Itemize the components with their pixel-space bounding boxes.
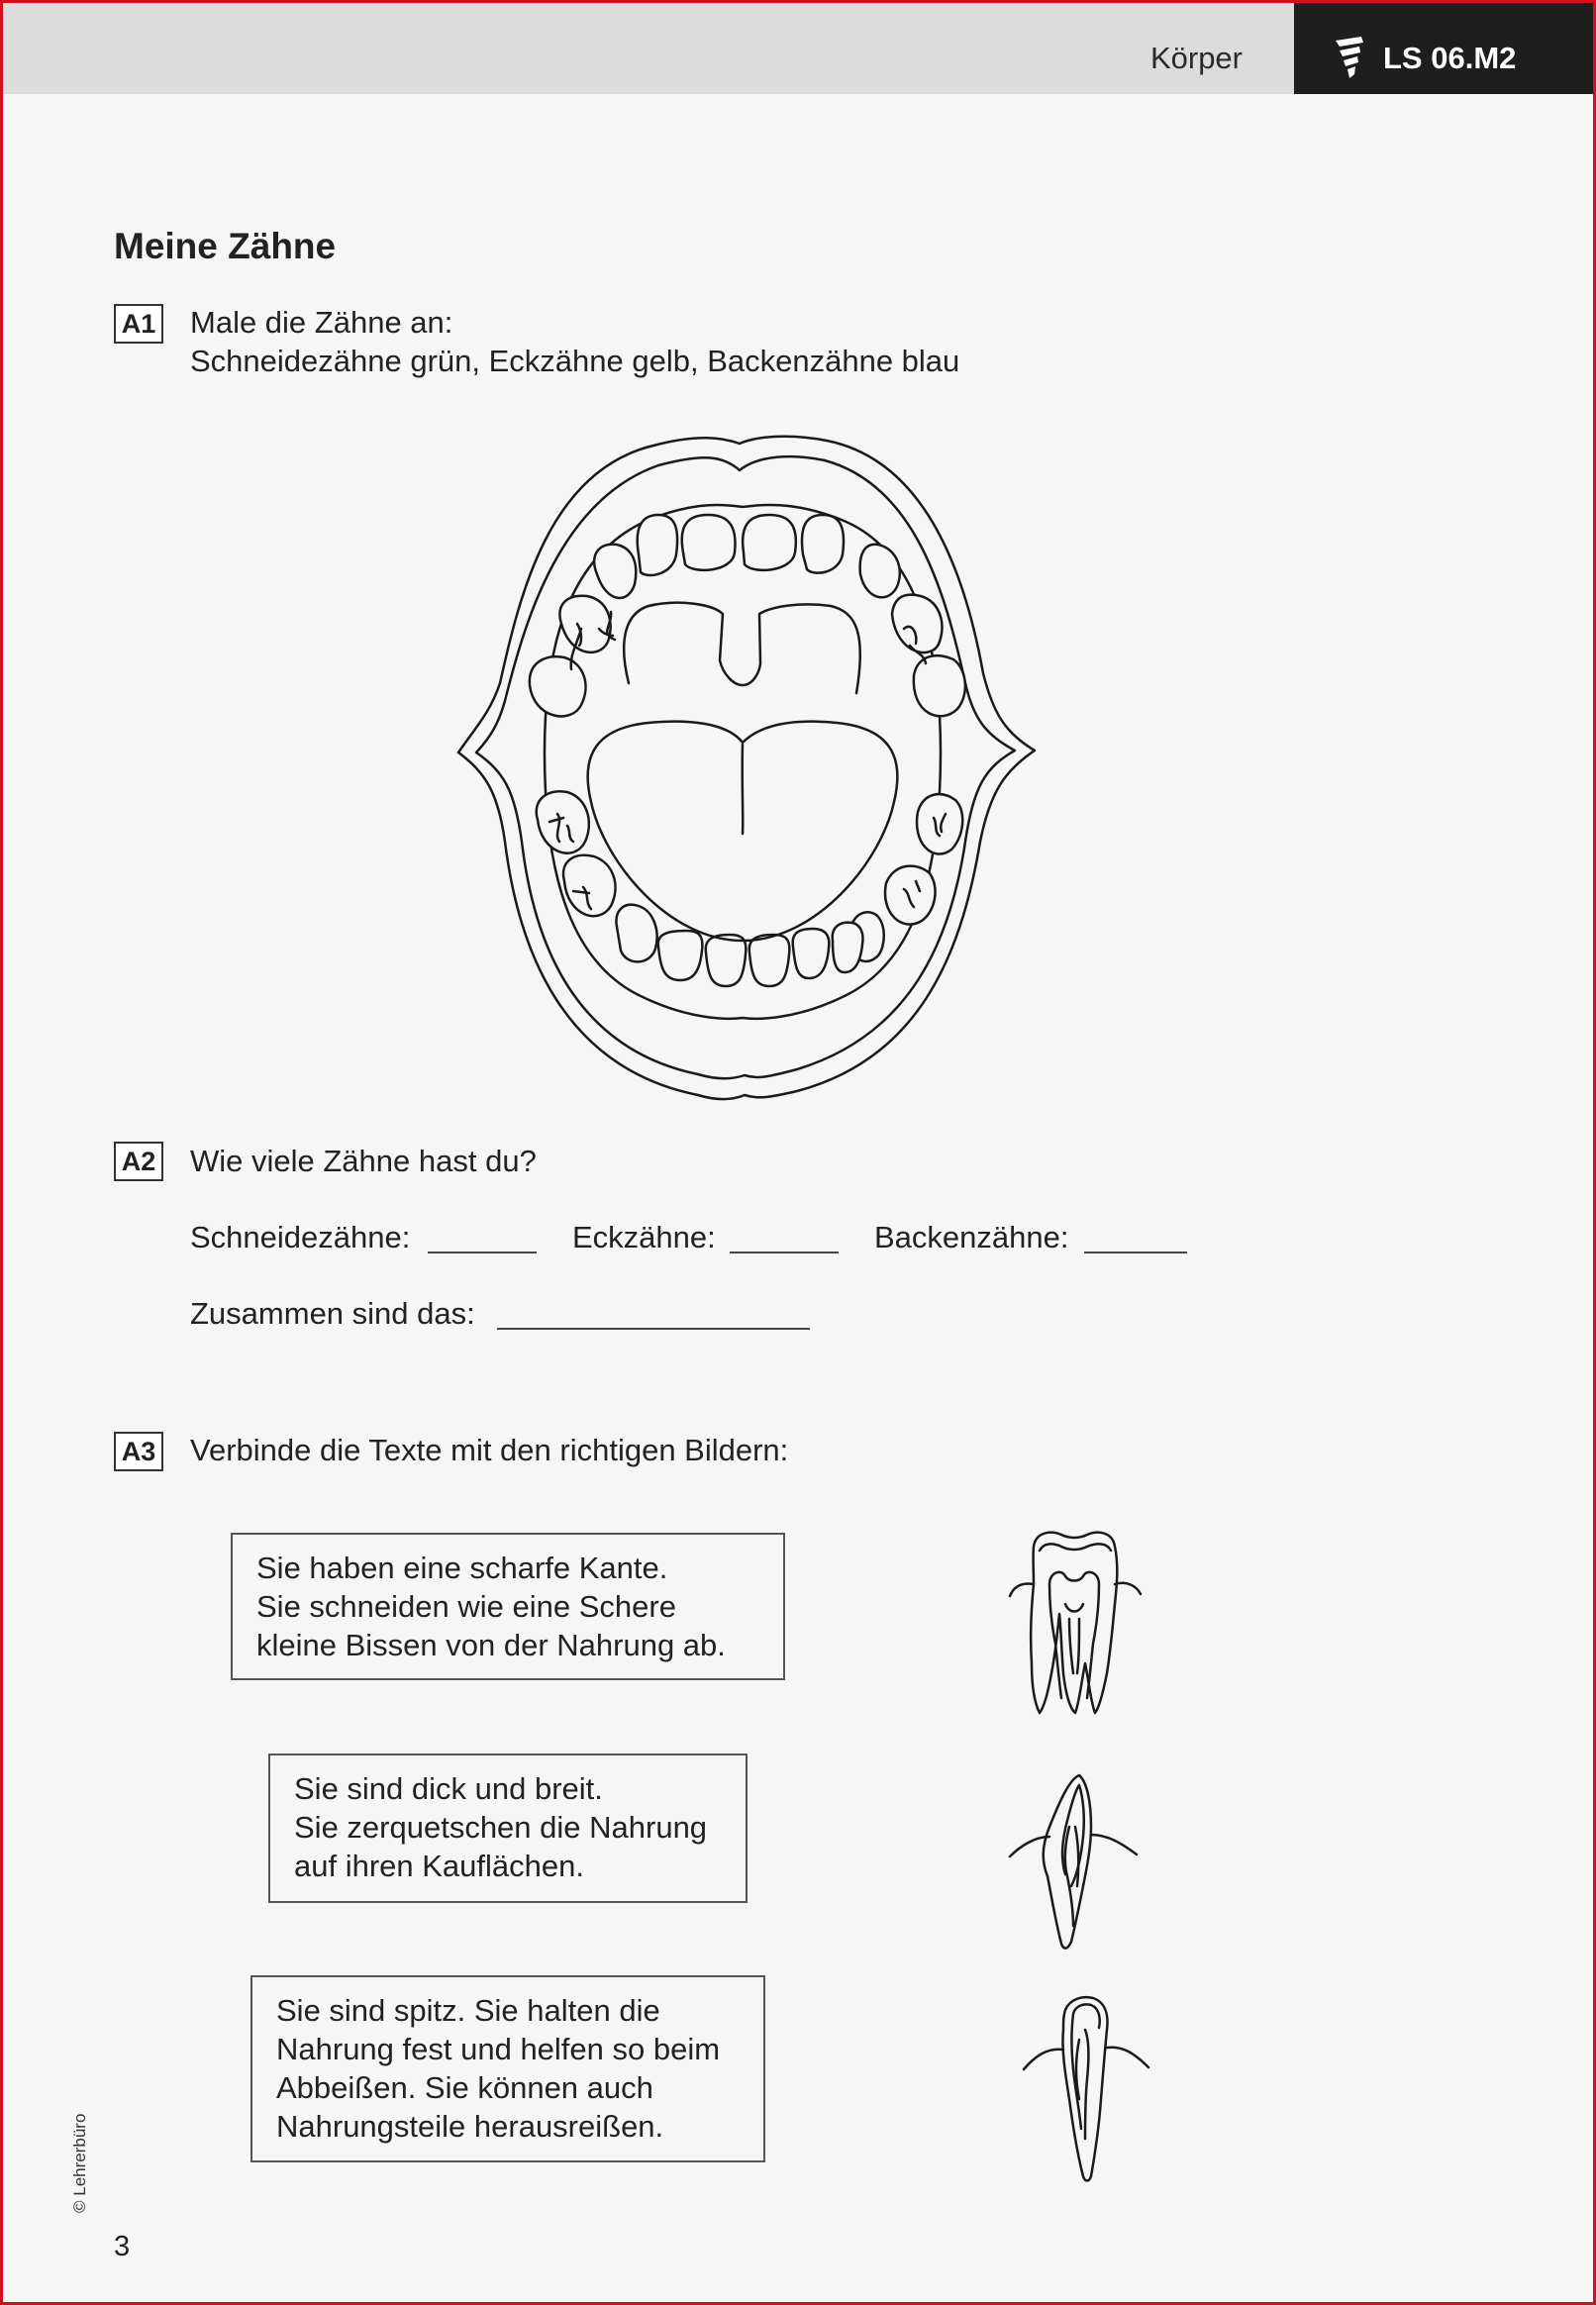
page-title: Meine Zähne [114, 226, 337, 266]
match-box-2-line: Sie sind dick und breit. [294, 1771, 603, 1806]
canines-input[interactable] [730, 1252, 839, 1253]
match-box-1-line: Sie schneiden wie eine Schere [256, 1589, 676, 1624]
match-box-1-line: Sie haben eine scharfe Kante. [256, 1551, 668, 1585]
task-label-a1: A1 [114, 304, 163, 344]
task-a1-line-1: Male die Zähne an: [190, 305, 453, 340]
incisors-input[interactable] [428, 1252, 537, 1253]
match-box-2[interactable] [268, 1754, 748, 1903]
match-box-3-line: Nahrung fest und helfen so beim [276, 2032, 721, 2066]
incisors-label: Schneidezähne: [190, 1220, 411, 1254]
match-box-2-line: Sie zerquetschen die Nahrung [294, 1810, 708, 1845]
copyright: © Lehrerbüro [70, 2113, 89, 2213]
molars-input[interactable] [1084, 1252, 1187, 1253]
header-code: LS 06.M2 [1383, 41, 1517, 75]
task-label-a3: A3 [114, 1432, 163, 1471]
match-box-3-line: Sie sind spitz. Sie halten die [276, 1993, 660, 2028]
header-badge [1294, 3, 1593, 94]
total-label: Zusammen sind das: [190, 1296, 475, 1331]
task-a3-instruction: Verbinde die Texte mit den richtigen Bildern: [190, 1433, 789, 1467]
canine-tooth-icon[interactable] [1010, 1990, 1158, 2188]
molar-tooth-icon[interactable] [1000, 1525, 1148, 1723]
match-box-1-line: kleine Bissen von der Nahrung ab. [256, 1628, 726, 1662]
match-box-3[interactable] [250, 1975, 765, 2162]
header-category: Körper [1149, 41, 1243, 75]
match-box-2-line: auf ihren Kauflächen. [294, 1849, 584, 1883]
drill-icon [1334, 37, 1369, 78]
page-number: 3 [114, 2231, 131, 2262]
total-input[interactable] [497, 1328, 810, 1330]
open-mouth-illustration [450, 426, 1045, 1109]
match-box-1[interactable] [231, 1533, 785, 1680]
canines-label: Eckzähne: [572, 1220, 716, 1254]
match-box-3-line: Abbeißen. Sie können auch [276, 2070, 653, 2105]
task-label-a2: A2 [114, 1142, 163, 1181]
molars-label: Backenzähne: [874, 1220, 1069, 1254]
task-a1-line-2: Schneidezähne grün, Eckzähne gelb, Backenzähne blau [190, 344, 960, 378]
task-a2-question: Wie viele Zähne hast du? [190, 1144, 537, 1178]
incisor-tooth-icon[interactable] [1000, 1767, 1148, 1955]
match-box-3-line: Nahrungsteile herausreißen. [276, 2109, 664, 2144]
